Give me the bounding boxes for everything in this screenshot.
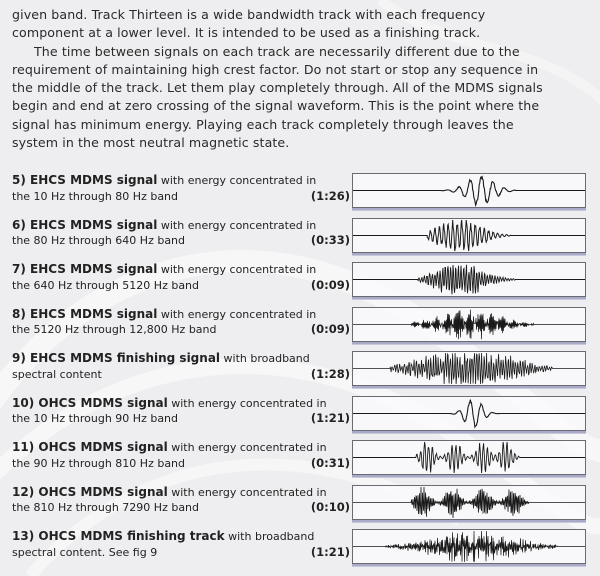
- track-title: 5) EHCS MDMS signal: [12, 173, 158, 187]
- waveform-trace: [353, 309, 585, 339]
- body-text: [12, 6, 590, 152]
- track-desc-line2: the 5120 Hz through 12,800 Hz band: [12, 323, 217, 336]
- paragraph-intro: [12, 6, 590, 43]
- waveform-graphic: [353, 397, 585, 430]
- track-item: [12, 393, 590, 437]
- waveform-graphic: [353, 174, 585, 207]
- track-item: [12, 215, 590, 259]
- waveform-graphic: [353, 308, 585, 341]
- track-desc-line2: spectral content: [12, 367, 102, 381]
- track-desc-line2: the 640 Hz through 5120 Hz band: [12, 278, 200, 292]
- track-item: [12, 348, 590, 392]
- text-line: component at a lower level. It is intended to be used as a finishing track.: [12, 25, 481, 41]
- track-duration: (0:33): [310, 233, 350, 247]
- waveform-thumbnail: [352, 218, 586, 253]
- track-description: [12, 440, 350, 471]
- waveform-graphic: [353, 441, 585, 474]
- waveform-trace: [353, 487, 585, 518]
- track-title: 10) OHCS MDMS signal: [12, 395, 168, 410]
- track-duration: (0:09): [310, 277, 350, 292]
- waveform-thumbnail: [352, 485, 586, 520]
- track-desc-line2: spectral content. See fig 9: [12, 545, 158, 559]
- waveform-graphic: [353, 530, 585, 563]
- track-desc-line2: the 90 Hz through 810 Hz band: [12, 456, 186, 470]
- waveform-graphic: [353, 486, 585, 519]
- waveform-graphic: [353, 263, 585, 296]
- waveform-thumbnail: [352, 307, 586, 342]
- waveform-trace: [353, 177, 585, 205]
- track-desc-line1: with broadband: [224, 530, 315, 543]
- track-title: 9) EHCS MDMS finishing signal: [12, 351, 221, 365]
- track-title: 11) OHCS MDMS signal: [12, 440, 168, 454]
- track-item: [12, 259, 590, 303]
- track-desc-line2: the 810 Hz through 7290 Hz band: [12, 501, 200, 514]
- track-title: 6) EHCS MDMS signal: [12, 217, 158, 232]
- track-description: [12, 218, 350, 249]
- track-desc-line2: the 10 Hz through 80 Hz band: [12, 189, 179, 203]
- track-item: [12, 437, 590, 481]
- track-desc-line1: with energy concentrated in: [167, 485, 327, 499]
- waveform-trace: [353, 531, 585, 562]
- waveform-trace: [353, 265, 585, 295]
- track-duration: (1:26): [310, 188, 350, 203]
- track-duration: (0:09): [310, 322, 350, 336]
- text-line: The time between signals on each track are necessarily different due to the: [34, 43, 520, 59]
- track-duration: (1:28): [310, 366, 350, 381]
- track-desc-line1: with energy concentrated in: [157, 218, 317, 232]
- text-line: the middle of the track. Let them play completely through. All of the MDMS signals: [12, 80, 543, 96]
- track-item: [12, 170, 590, 214]
- waveform-trace: [353, 442, 585, 473]
- track-list: [12, 170, 590, 571]
- waveform-thumbnail: [352, 262, 586, 297]
- waveform-trace: [353, 399, 585, 426]
- track-duration: (1:21): [310, 411, 350, 425]
- track-description: [12, 485, 350, 516]
- track-description: [12, 173, 350, 204]
- track-desc-line2: the 80 Hz through 640 Hz band: [12, 234, 186, 247]
- waveform-thumbnail: [352, 173, 586, 208]
- track-item: [12, 304, 590, 348]
- track-title: 8) EHCS MDMS signal: [12, 306, 158, 321]
- track-desc-line1: with energy concentrated in: [167, 441, 327, 454]
- track-duration: (1:21): [310, 544, 350, 559]
- track-item: [12, 526, 590, 570]
- track-desc-line1: with energy concentrated in: [167, 396, 327, 410]
- waveform-thumbnail: [352, 396, 586, 431]
- track-desc-line1: with energy concentrated in: [157, 174, 317, 187]
- track-duration: (0:10): [310, 500, 350, 514]
- waveform-trace: [353, 353, 585, 384]
- waveform-trace: [353, 220, 585, 251]
- track-desc-line1: with broadband: [220, 352, 310, 365]
- track-desc-line1: with energy concentrated in: [157, 263, 317, 276]
- text-line: begin and end at zero crossing of the signal waveform. This is the point where the: [12, 98, 540, 114]
- waveform-graphic: [353, 352, 585, 385]
- track-description: [12, 396, 350, 427]
- waveform-thumbnail: [352, 440, 586, 475]
- track-description: [12, 529, 350, 560]
- track-desc-line2: the 10 Hz through 90 Hz band: [12, 412, 179, 425]
- track-description: [12, 307, 350, 338]
- waveform-thumbnail: [352, 529, 586, 564]
- track-item: [12, 482, 590, 526]
- track-desc-line1: with energy concentrated in: [157, 307, 317, 321]
- track-title: 12) OHCS MDMS signal: [12, 484, 168, 499]
- text-line: requirement of maintaining high crest factor. Do not start or stop any sequence in: [12, 61, 539, 77]
- text-line: given band. Track Thirteen is a wide bandwidth track with each frequency: [12, 7, 486, 22]
- track-title: 13) OHCS MDMS finishing track: [12, 529, 225, 543]
- paragraph-timing: [12, 43, 590, 153]
- waveform-thumbnail: [352, 351, 586, 386]
- waveform-graphic: [353, 219, 585, 252]
- track-duration: (0:31): [310, 455, 350, 470]
- track-description: [12, 351, 350, 382]
- track-description: [12, 262, 350, 293]
- text-line: system in the most neutral magnetic state.: [12, 135, 290, 151]
- track-title: 7) EHCS MDMS signal: [12, 262, 158, 276]
- text-line: signal has minimum energy. Playing each track completely through leaves the: [12, 116, 514, 132]
